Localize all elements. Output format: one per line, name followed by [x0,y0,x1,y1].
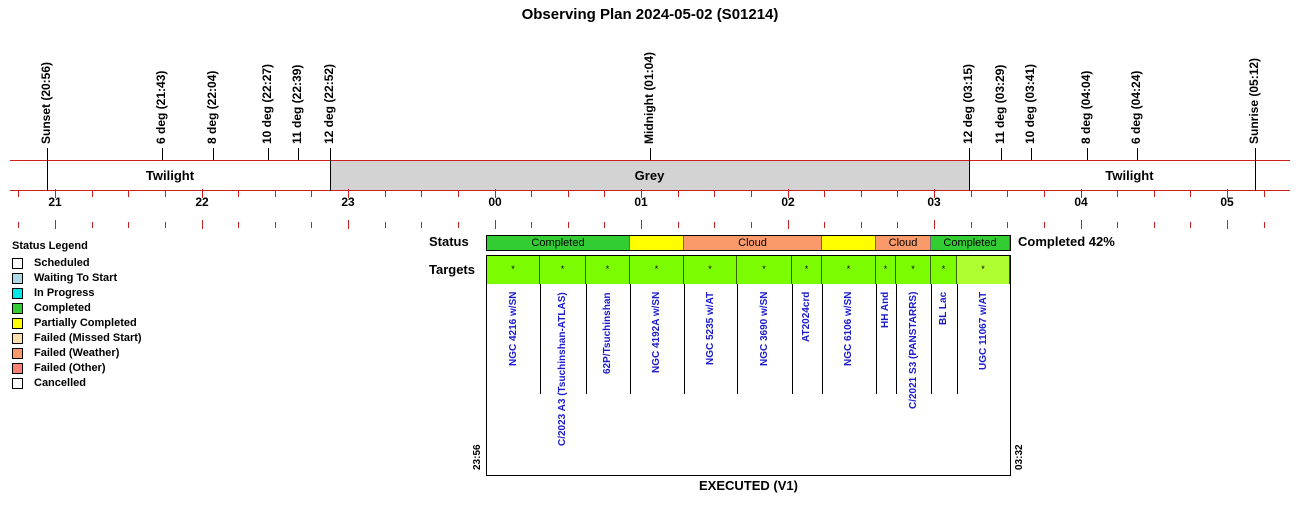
plan-end-time: 03:32 [1014,444,1025,470]
axis-tick [861,222,862,228]
status-segment: Cloud [684,236,822,250]
hour-label: 04 [1074,195,1088,209]
axis-tick [1190,222,1191,228]
axis-tick [751,191,752,197]
status-segment: Completed [931,236,1010,250]
event-label: 8 deg (04:04) [1079,70,1093,144]
axis-tick [275,191,276,197]
target-name[interactable]: NGC 6106 w/SN [843,291,854,366]
legend-swatch [12,378,23,389]
axis-tick [92,191,93,197]
axis-tick [311,191,312,197]
event-tick [330,148,331,160]
legend-item [12,272,117,284]
plan-footer: EXECUTED (V1) [699,478,798,493]
event-tick [1087,148,1088,160]
hour-label: 22 [195,195,209,209]
target-cell[interactable]: * [792,256,822,284]
target-cell[interactable]: * [586,256,630,284]
axis-tick [385,191,386,197]
legend-item [12,347,119,359]
legend-item [12,332,142,344]
axis-tick [238,222,239,228]
axis-tick [202,220,203,229]
target-cell[interactable]: * [487,256,540,284]
axis-tick [1154,191,1155,197]
sun-marker-line [1255,160,1256,191]
band-divider [330,160,331,191]
legend-title: Status Legend [12,240,88,252]
legend-swatch [12,273,23,284]
event-tick [162,148,163,160]
axis-tick [421,191,422,197]
legend-item [12,377,86,389]
plan-start-time: 23:56 [472,444,483,470]
band-divider [969,160,970,191]
status-segment: Cloud [876,236,931,250]
axis-tick [348,220,349,229]
hour-label: 21 [48,195,62,209]
event-tick [1255,148,1256,160]
target-cell[interactable]: * [957,256,1010,284]
axis-tick [1044,191,1045,197]
event-tick [1031,148,1032,160]
axis-tick [934,220,935,229]
axis-tick [92,222,93,228]
event-label: 11 deg (22:39) [290,64,304,144]
axis-tick [55,220,56,229]
legend-label: Failed (Weather) [34,347,120,359]
event-label: 10 deg (03:41) [1023,63,1037,144]
target-column-divider [931,284,932,394]
axis-tick [678,191,679,197]
legend-swatch [12,348,23,359]
target-name[interactable]: C/2023 A3 (Tsuchinshan-ATLAS) [557,292,568,446]
event-tick [1001,148,1002,160]
legend-label: Cancelled [34,377,86,389]
target-column-divider [792,284,793,394]
legend-item [12,362,106,374]
event-tick [1137,148,1138,160]
axis-tick [18,191,19,197]
plan-title: Observing Plan 2024-05-02 (S01214) [521,6,779,23]
axis-tick [1190,191,1191,197]
event-label: 12 deg (22:52) [322,63,336,144]
target-name[interactable]: NGC 4192A w/SN [651,291,662,373]
target-name[interactable]: NGC 4216 w/SN [508,291,519,366]
axis-tick [751,222,752,228]
axis-tick [568,222,569,228]
target-name[interactable]: NGC 5235 w/AT [705,291,716,365]
axis-tick [165,222,166,228]
axis-tick [1044,222,1045,228]
target-column-divider [876,284,877,394]
target-column-divider [586,284,587,394]
axis-tick [824,222,825,228]
event-label: Sunrise (05:12) [1247,57,1261,144]
target-column-divider [896,284,897,394]
target-column-divider [737,284,738,394]
axis-tick [788,220,789,229]
legend-label: Partially Completed [34,317,137,329]
axis-tick [1007,191,1008,197]
axis-tick [1117,222,1118,228]
axis-tick [568,191,569,197]
axis-tick [1081,220,1082,229]
legend-item [12,302,91,314]
axis-tick [971,191,972,197]
target-name[interactable]: NGC 3690 w/SN [759,291,770,366]
event-tick [969,148,970,160]
axis-tick [1007,222,1008,228]
legend-item [12,317,137,329]
axis-tick [1264,222,1265,228]
event-tick [298,148,299,160]
axis-tick [531,222,532,228]
legend-swatch [12,333,23,344]
event-label: 6 deg (04:24) [1129,70,1143,144]
axis-tick [1154,222,1155,228]
legend-item [12,257,90,269]
legend-swatch [12,258,23,269]
target-name[interactable]: HH And [880,291,891,328]
legend-label: Scheduled [34,257,90,269]
legend-label: In Progress [34,287,95,299]
axis-tick [385,222,386,228]
legend-label: Waiting To Start [34,272,118,284]
target-column-divider [822,284,823,394]
legend-label: Failed (Missed Start) [34,332,142,344]
target-cell[interactable]: * [876,256,896,284]
sky-band-twilight: Twilight [10,161,330,190]
axis-tick [458,222,459,228]
event-tick [650,148,651,160]
sky-band-grey: Grey [330,161,969,190]
axis-tick [714,191,715,197]
axis-tick [495,220,496,229]
axis-tick [311,222,312,228]
axis-tick [861,191,862,197]
axis-tick [275,222,276,228]
target-name[interactable]: BL Lac [938,291,949,325]
event-label: Midnight (01:04) [642,52,656,144]
axis-tick [238,191,239,197]
event-label: Sunset (20:56) [39,61,53,144]
axis-tick [1227,220,1228,229]
event-label: 6 deg (21:43) [154,70,168,144]
axis-tick [678,222,679,228]
legend-item [12,287,95,299]
event-label: 8 deg (22:04) [205,70,219,144]
axis-tick [1264,191,1265,197]
axis-tick [897,191,898,197]
legend-label: Completed [34,302,91,314]
hour-label: 23 [341,195,355,209]
target-cell[interactable]: * [540,256,586,284]
target-cell[interactable]: * [822,256,876,284]
sky-band-twilight: Twilight [969,161,1290,190]
hour-label: 05 [1220,195,1234,209]
axis-tick [1117,191,1118,197]
axis-tick [971,222,972,228]
target-name[interactable]: 62P/Tsuchinshan [602,292,613,374]
axis-tick [165,191,166,197]
target-column-divider [684,284,685,394]
axis-tick [18,222,19,228]
axis-tick [128,222,129,228]
targets-row-label: Targets [429,262,475,277]
event-label: 11 deg (03:29) [993,64,1007,144]
event-tick [213,148,214,160]
target-cell[interactable]: * [896,256,931,284]
target-name[interactable]: AT2024crd [801,291,812,342]
status-segment [822,236,876,250]
event-label: 12 deg (03:15) [961,63,975,144]
axis-tick [824,191,825,197]
event-tick [268,148,269,160]
axis-tick [604,191,605,197]
axis-tick [897,222,898,228]
sun-marker-line [47,160,48,191]
legend-swatch [12,303,23,314]
target-cell[interactable]: * [630,256,684,284]
target-name[interactable]: UGC 11067 w/AT [978,291,989,370]
event-label: 10 deg (22:27) [260,63,274,144]
target-name[interactable]: C/2021 S3 (PANSTARRS) [908,291,919,409]
axis-tick [458,191,459,197]
target-column-divider [540,284,541,394]
status-row-label: Status [429,234,469,249]
target-cell[interactable]: * [737,256,792,284]
axis-tick [128,191,129,197]
target-column-divider [630,284,631,394]
event-tick [47,148,48,160]
hour-label: 01 [634,195,648,209]
hour-label: 00 [488,195,502,209]
status-segment: Completed [487,236,630,250]
axis-tick [641,220,642,229]
target-column-divider [957,284,958,394]
axis-tick [421,222,422,228]
axis-tick [531,191,532,197]
hour-label: 03 [927,195,941,209]
legend-swatch [12,363,23,374]
completed-summary: Completed 42% [1018,234,1115,249]
hour-label: 02 [781,195,795,209]
axis-tick [604,222,605,228]
legend-swatch [12,288,23,299]
axis-tick [714,222,715,228]
status-segment [630,236,684,250]
legend-label: Failed (Other) [34,362,106,374]
target-cell[interactable]: * [684,256,737,284]
target-cell[interactable]: * [931,256,957,284]
legend-swatch [12,318,23,329]
